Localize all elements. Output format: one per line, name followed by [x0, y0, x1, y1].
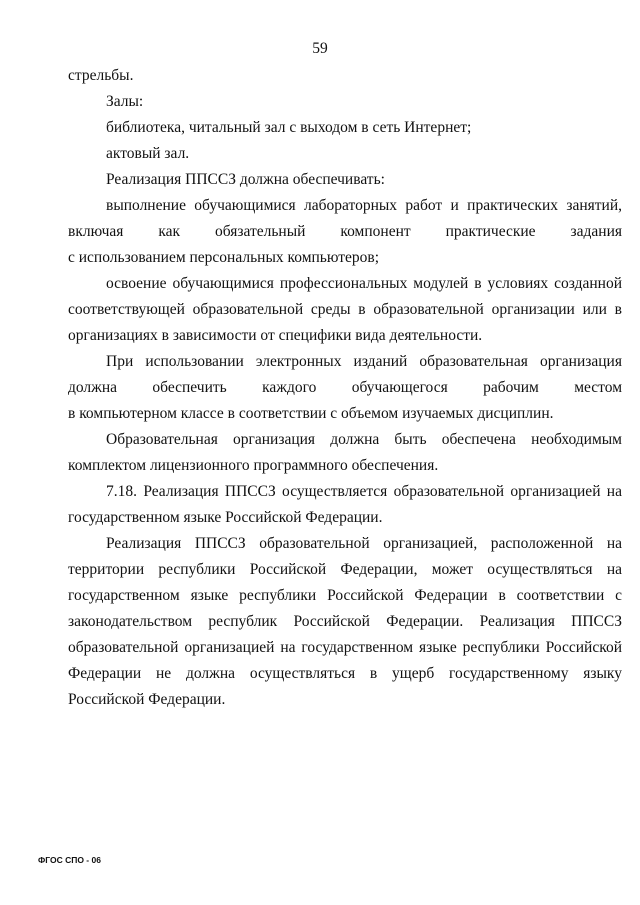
paragraph-halls: Залы:: [106, 93, 144, 110]
paragraph-republic-language: Реализация ППССЗ образовательной организацией, расположенной на территории республики Российской Федерации, может осуществляться на государственном языке республики Российской Федерации в соответствии с законодательством республик Российской Федерации. Реализация ППССЗ образовательной организацией на государственном языке республики Российской Федерации не должна осуществляться в ущерб государственному языку Российской Федерации.: [68, 535, 622, 708]
paragraph-licensed-software: Образовательная организация должна быть обеспечена необходимым комплектом лицензионного программного обеспечения.: [68, 431, 622, 474]
paragraph-electronic-editions: [68, 349, 622, 427]
paragraph-implementation-intro: Реализация ППССЗ должна обеспечивать:: [106, 171, 385, 188]
lab-line-2: включая как обязательный компонент практические задания: [68, 223, 622, 240]
electronic-line-3: в компьютерном классе в соответствии с объемом изучаемых дисциплин.: [68, 405, 554, 422]
page-number: 59: [312, 40, 328, 57]
paragraph-library: библиотека, читальный зал с выходом в сеть Интернет;: [106, 119, 472, 136]
lab-line-3: с использованием персональных компьютеров;: [68, 249, 380, 266]
paragraph-7-18: 7.18. Реализация ППССЗ осуществляется образовательной организацией на государственном языке Российской Федерации.: [68, 483, 622, 526]
document-body: [68, 63, 622, 713]
paragraph-lab-work: [68, 193, 622, 271]
footer-code: ФГОС СПО - 06: [38, 855, 101, 865]
paragraph-module-mastery: освоение обучающимися профессиональных модулей в условиях созданной соответствующей образовательной среды в образовательной организации или в организациях в зависимости от специфики вида деятельности.: [68, 275, 622, 344]
paragraph-shooting: стрельбы.: [68, 67, 134, 84]
lab-line-1: выполнение обучающимися лабораторных работ и практических занятий,: [106, 197, 622, 214]
electronic-line-1: При использовании электронных изданий образовательная организация: [106, 353, 622, 370]
electronic-line-2: должна обеспечить каждого обучающегося рабочим местом: [68, 379, 622, 396]
paragraph-assembly-hall: актовый зал.: [106, 145, 190, 162]
